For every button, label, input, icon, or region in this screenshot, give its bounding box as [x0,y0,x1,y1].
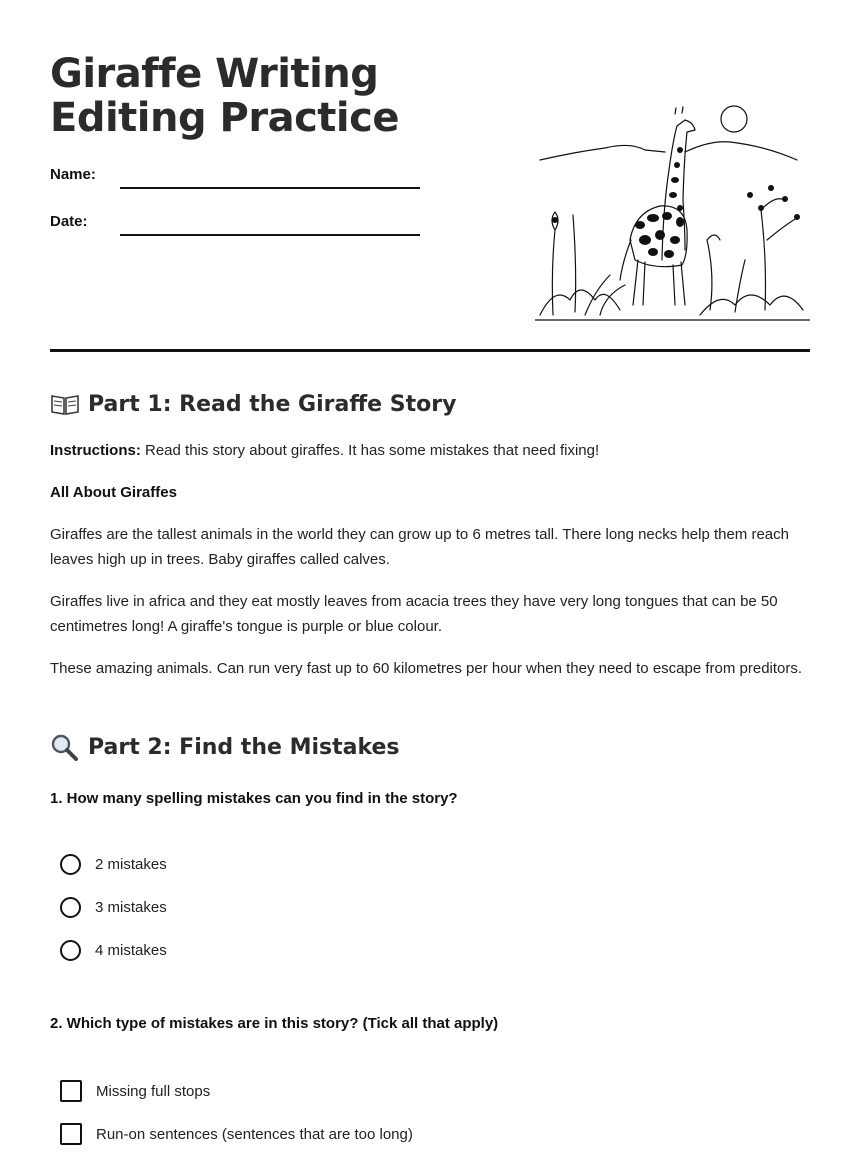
option-label: Missing full stops [96,1082,211,1100]
sun-icon [721,106,747,132]
header-divider [50,349,810,352]
story-paragraph: These amazing animals. Can run very fast up to 60 kilometres per hour when they need to escape from preditors. [50,660,803,677]
date-field[interactable] [120,234,420,236]
open-book-icon [50,390,80,418]
giraffe-illustration [535,100,810,325]
part1-heading-text: Part 1: Read the Giraffe Story [88,391,457,417]
question-2: 2. Which type of mistakes are in this story? (Tick all that apply) [50,1015,499,1032]
part1-heading [50,390,456,418]
q1-option[interactable] [60,897,167,918]
part2-heading [50,733,400,761]
instructions-label: Instructions: [50,442,141,459]
q2-option[interactable] [60,1123,413,1145]
worksheet-title: Giraffe Writing Editing Practice [50,51,399,141]
radio-button[interactable] [60,897,81,918]
name-field[interactable] [120,187,420,189]
checkbox[interactable] [60,1123,82,1145]
question-1: 1. How many spelling mistakes can you find in the story? [50,790,458,807]
q1-option[interactable] [60,854,167,875]
magnifying-glass-icon [50,733,80,761]
q1-option[interactable] [60,940,167,961]
q2-option[interactable] [60,1080,210,1102]
radio-button[interactable] [60,940,81,961]
radio-button[interactable] [60,854,81,875]
date-label: Date: [50,213,88,230]
option-label: 3 mistakes [95,899,167,916]
part2-heading-text: Part 2: Find the Mistakes [88,734,400,760]
option-label: 4 mistakes [95,942,167,959]
option-label: Run-on sentences (sentences that are too long) [96,1125,413,1143]
story-paragraph: Giraffes are the tallest animals in the world they can grow up to 6 metres tall. There long necks help them reach leaves high up in trees. Baby giraffes called calves. [50,526,789,568]
option-label: 2 mistakes [95,856,167,873]
story-paragraph: Giraffes live in africa and they eat mostly leaves from acacia trees they have very long tongues that can be 50 centimetres long! A giraffe's tongue is purple or blue colour. [50,593,778,635]
checkbox[interactable] [60,1080,82,1102]
instructions-text: Read this story about giraffes. It has some mistakes that need fixing! [140,442,600,459]
instructions [50,438,810,463]
story-title: All About Giraffes [50,484,177,501]
name-label: Name: [50,166,96,183]
